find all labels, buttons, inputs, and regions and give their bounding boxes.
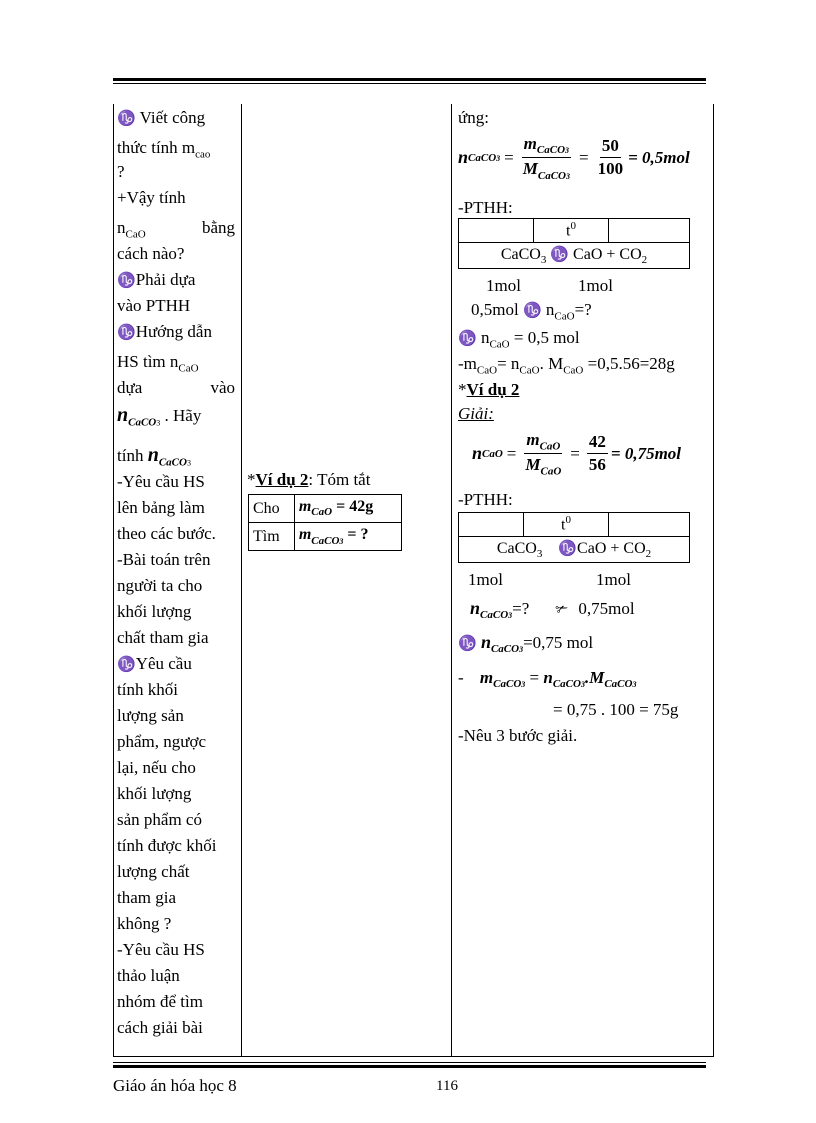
arrow-icon: ♑ xyxy=(558,540,578,557)
left-line-21 xyxy=(117,654,192,674)
summary-label: Cho xyxy=(249,495,295,523)
bullet-icon: ♑ xyxy=(117,273,136,289)
text: Hướng dẫn xyxy=(135,322,212,341)
left-line-8: vào PTHH xyxy=(117,296,191,315)
left-line-2 xyxy=(117,138,210,160)
text: -Nêu 3 bước giải. xyxy=(458,726,578,745)
text: Yêu cầu xyxy=(135,654,192,673)
left-line-35: cách giải bài xyxy=(117,1018,203,1037)
column-border-left xyxy=(113,104,114,1056)
text: tính xyxy=(117,446,144,465)
left-line-27: sản phẩm có xyxy=(117,810,202,829)
text: 1mol xyxy=(486,276,521,295)
left-line-19: khối lượng xyxy=(117,602,192,621)
text: ♑ $n_{CaO} = 0,5$ mol xyxy=(458,328,580,351)
left-line-29: lượng chất xyxy=(117,862,190,881)
left-line-32: -Yêu cầu HS xyxy=(117,940,205,959)
left-line-7 xyxy=(117,270,195,290)
text: 1mol xyxy=(578,276,613,295)
text: -PTHH: xyxy=(458,490,513,509)
equation-1: n CaCO3 = $\frac{m_{CaCO3}}{M_{CaCO3}}$ = $\frac{50}{100}$ = 0,5mol xyxy=(458,134,690,182)
text: ♑ $n_{CaCO3}=0,75$ mol xyxy=(458,632,594,656)
left-line-18: người ta cho xyxy=(117,576,203,595)
left-line-15: lên bảng làm xyxy=(117,498,205,517)
text: 1mol xyxy=(596,570,631,589)
text: Giải: xyxy=(458,404,494,423)
left-line-31: không ? xyxy=(117,914,172,933)
summary-table xyxy=(248,494,402,551)
reaction-table-1: $t^0$ CaCO$_3$ ♑ CaO + $CO_2$ xyxy=(458,218,690,269)
text: *Ví dụ 2 xyxy=(458,380,520,399)
left-line-14: -Yêu cầu HS xyxy=(117,472,205,491)
table-bottom-rule xyxy=(113,1056,714,1057)
left-line-3: ? xyxy=(117,162,125,181)
left-line-4 xyxy=(117,188,237,208)
text: ứng: xyxy=(458,108,489,127)
bullet-icon: ♑ xyxy=(117,325,136,341)
left-line-16: theo các bước. xyxy=(117,524,216,543)
left-line-11: dựa vào xyxy=(117,378,235,397)
left-line-34: nhóm để tìm xyxy=(117,992,203,1011)
footer-title: Giáo án hóa học 8 xyxy=(113,1076,237,1095)
left-line-12: $n_{CaCO3}$ . Hãy xyxy=(117,404,202,429)
text: 0,5mol ♑ $n_{CaO}=$? xyxy=(471,300,592,323)
reaction-table-2: $t^0$ CaCO$_3$ ♑CaO + $CO_2$ xyxy=(458,512,690,563)
column-border-right xyxy=(713,104,714,1056)
header-rule-thin xyxy=(113,83,706,84)
column-border-1 xyxy=(241,104,242,1056)
text: HS tìm n xyxy=(117,352,179,371)
left-line-5 xyxy=(117,218,235,240)
left-line-10 xyxy=(117,352,199,374)
text: $n_{CaCO3}=$? ✃ 0,75mol xyxy=(470,598,635,622)
subscript: cao xyxy=(195,148,211,161)
summary-value: $m_{CaCO3}$ = ? xyxy=(294,523,401,551)
subscript: CaO xyxy=(178,362,199,375)
left-line-22: tính khối xyxy=(117,680,178,699)
left-line-24: phẩm, ngược xyxy=(117,732,207,751)
left-line-6: cách nào? xyxy=(117,244,185,263)
arrow-icon: ✃ xyxy=(555,602,569,618)
arrow-icon: ♑ xyxy=(550,246,570,263)
left-line-26: khối lượng xyxy=(117,784,192,803)
text: Viết công xyxy=(139,108,206,127)
text: . Hãy xyxy=(164,406,202,425)
bullet-icon: ♑ xyxy=(117,111,136,127)
left-line-28: tính được khối xyxy=(117,836,217,855)
example-2-summary-title: *Ví dụ 2: Tóm tắt xyxy=(247,470,371,489)
summary-label: Tìm xyxy=(249,523,295,551)
arrow-icon: ♑ xyxy=(458,331,477,347)
equation-2: n CaO = $\frac{m_{CaO}}{M_{CaO}}$ = $\frac{42}{56}$ = 0,75mol xyxy=(472,430,682,478)
text: -PTHH: xyxy=(458,198,513,217)
text: $n_{CaO}$ xyxy=(117,218,146,241)
page-number: 116 xyxy=(436,1078,458,1094)
footer-rule-thin xyxy=(113,1062,706,1063)
left-line-17: -Bài toán trên xyxy=(117,550,211,569)
left-line-30: tham gia xyxy=(117,888,177,907)
header-rule-thick xyxy=(113,78,706,81)
left-line-33: thảo luận xyxy=(117,966,180,985)
arrow-icon: ♑ xyxy=(522,303,542,319)
bullet-icon: ♑ xyxy=(117,657,136,673)
text: $-m_{CaO}= n_{CaO}$. $M_{CaO} =0,5.56=28g$ xyxy=(458,354,675,377)
left-line-23: lượng sản xyxy=(117,706,184,725)
arrow-icon: ♑ xyxy=(458,636,477,652)
text: 1mol xyxy=(468,570,503,589)
text: thức tính m xyxy=(117,138,196,157)
text: - $m_{CaCO3} = n_{CaCO3}.M_{CaCO3}$ xyxy=(458,668,637,691)
left-line-1 xyxy=(117,108,205,128)
left-line-9 xyxy=(117,322,212,342)
footer-rule-thick xyxy=(113,1065,706,1068)
left-line-13: tính $n_{CaCO3}$ xyxy=(117,444,191,469)
text: +Vậy tính xyxy=(117,188,186,207)
column-border-2 xyxy=(451,104,452,1056)
left-line-20: chất tham gia xyxy=(117,628,209,647)
text: bằng xyxy=(201,218,235,237)
summary-value: $m_{CaO} = 42g$ xyxy=(294,495,401,523)
text: Phải dựa xyxy=(135,270,196,289)
text: = 0,75 . 100 = 75g xyxy=(553,700,679,719)
left-line-25: lại, nếu cho xyxy=(117,758,196,777)
